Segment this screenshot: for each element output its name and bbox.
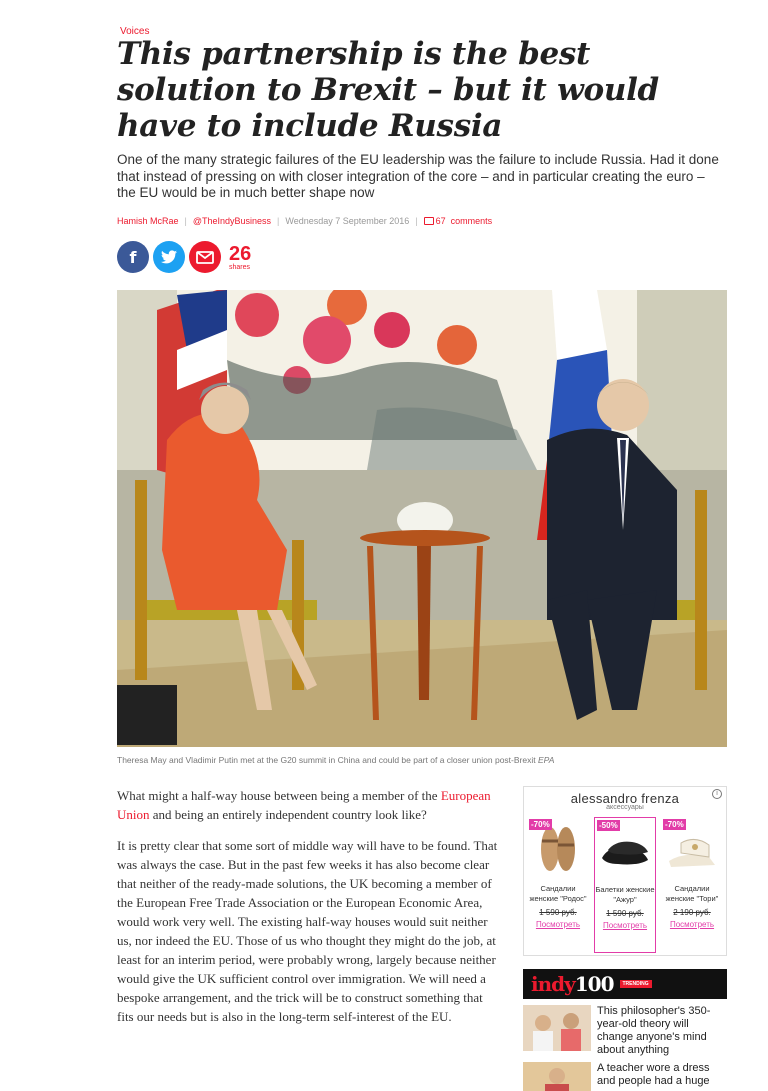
ad-info-icon[interactable]: i xyxy=(712,789,722,799)
indy100-logo-a: indy xyxy=(531,972,575,996)
indy100-logo-b: 100 xyxy=(574,972,614,996)
product-price: 2 190 руб. xyxy=(673,908,711,917)
indy100-logo xyxy=(531,972,614,996)
facebook-icon: f xyxy=(129,247,137,267)
product-name: Сандалии женские "Родос" xyxy=(529,884,587,903)
view-product-link[interactable]: Посмотреть xyxy=(602,921,648,930)
discount-badge: -70% xyxy=(531,820,550,829)
view-product-link[interactable]: Посмотреть xyxy=(535,920,581,929)
story-thumbnail xyxy=(523,1062,591,1091)
facebook-share-button[interactable] xyxy=(117,241,149,273)
paragraph-text: What might a half-way house between being a member of the xyxy=(117,788,441,803)
ad-product[interactable] xyxy=(661,817,723,953)
image-credit: EPA xyxy=(537,755,555,765)
section-label[interactable]: Voices xyxy=(120,26,150,37)
share-count xyxy=(229,244,251,271)
comments-label: comments xyxy=(450,216,493,226)
byline-separator: | xyxy=(415,216,418,226)
share-count-label: shares xyxy=(229,263,251,271)
headline: This partnership is the best solution to Brexit – but it would have to include Russia xyxy=(117,36,659,144)
view-product-link[interactable]: Посмотреть xyxy=(669,920,715,929)
discount-badge: -50% xyxy=(599,821,618,830)
image-caption xyxy=(117,755,554,765)
share-bar xyxy=(117,241,251,273)
indy100-header[interactable] xyxy=(523,969,727,999)
comments-link[interactable] xyxy=(424,216,493,226)
story-title: This philosopher's 350-year-old theory will change anyone's mind about anything xyxy=(597,1005,711,1056)
standfirst: One of the many strategic failures of the EU leadership was the failure to include Russia. Had it done that instead of pressing on with closer integration of the core – and in particular creating the euro – the EU would be in much better shape now xyxy=(117,152,719,200)
hero-image xyxy=(117,290,727,747)
ad-product[interactable] xyxy=(594,817,656,953)
twitter-handle-link[interactable]: @TheIndyBusiness xyxy=(192,216,272,226)
caption-text: Theresa May and Vladimir Putin met at the G20 summit in China and could be part of a closer union post-Brexit xyxy=(117,755,536,765)
ad-subtitle: аксессуары xyxy=(606,804,644,811)
indy100-story[interactable] xyxy=(523,1005,727,1057)
european-union-link[interactable]: European Union xyxy=(117,788,491,822)
product-name: Балетки женские "Ажур" xyxy=(595,885,655,904)
story-thumbnail xyxy=(523,1005,591,1051)
ad-products xyxy=(524,817,726,953)
byline-separator: | xyxy=(277,216,280,226)
publish-date: Wednesday 7 September 2016 xyxy=(285,216,410,226)
article-body xyxy=(117,786,499,1038)
indy100-story[interactable] xyxy=(523,1062,727,1091)
twitter-icon xyxy=(161,250,177,264)
share-count-number: 26 xyxy=(229,242,252,265)
ad-brand: alessandro frenza xyxy=(570,791,680,806)
author-link[interactable]: Hamish McRae xyxy=(117,216,179,226)
product-price: 1 590 руб. xyxy=(539,908,577,917)
trending-badge: TRENDING xyxy=(620,980,652,988)
byline xyxy=(117,216,492,226)
discount-badge: -70% xyxy=(665,820,684,829)
paragraph xyxy=(117,786,499,824)
product-price: 1 590 руб. xyxy=(606,909,644,918)
paragraph: It is pretty clear that some sort of middle way will have to be found. That was always the case. But in the past few weeks it has also become clear that neither of the ready-made solutions, the UK becoming a member of the European Free Trade Association or the European Economic Area, would work very well. The existing half-way houses would suit neither us, nor indeed the EU. Those of us who thought they might do the job, at least for an interim period, were probably wrong, largely because neither would give the UK sufficient control over immigration. We will need a bespoke arrangement, and the trick will be to construct something that fits our needs but is also in the long-term self-interest of the EU. xyxy=(117,838,498,1024)
mail-icon xyxy=(196,251,214,264)
byline-separator: | xyxy=(184,216,187,226)
advertisement[interactable] xyxy=(523,786,727,956)
twitter-share-button[interactable] xyxy=(153,241,185,273)
email-share-button[interactable] xyxy=(189,241,221,273)
comment-icon xyxy=(424,217,434,225)
ad-product[interactable] xyxy=(527,817,589,953)
paragraph-text: and being an entirely independent country look like? xyxy=(149,807,427,822)
story-title: A teacher wore a dress and people had a huge xyxy=(597,1062,710,1087)
comments-count: 67 xyxy=(435,216,446,226)
product-name: Сандалии женские "Тори" xyxy=(665,884,719,903)
